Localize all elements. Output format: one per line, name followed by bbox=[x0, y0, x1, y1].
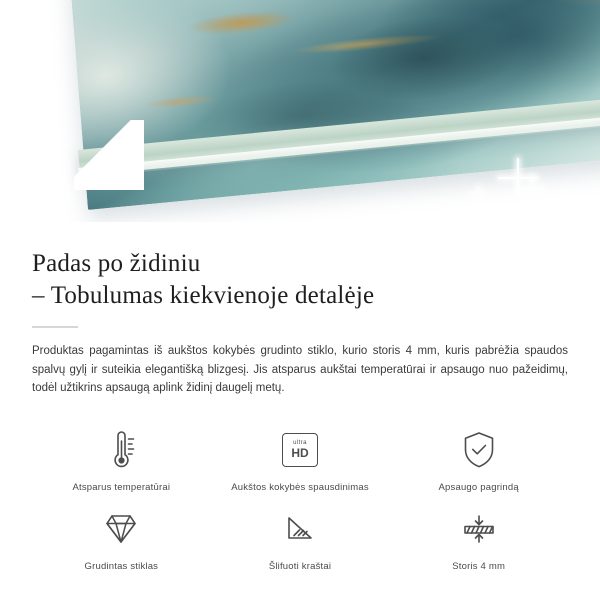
feature-grid bbox=[32, 422, 568, 572]
ultra-hd-badge-bottom: HD bbox=[291, 446, 309, 460]
sparkle-icon bbox=[470, 186, 486, 202]
feature-item-polished-edges bbox=[211, 501, 390, 572]
polished-edges-icon bbox=[279, 507, 321, 551]
feature-item-thickness bbox=[389, 501, 568, 572]
feature-item-temperature-resistant bbox=[32, 422, 211, 493]
glass-panel-corner-mask bbox=[74, 120, 144, 190]
feature-label: Grudintas stiklas bbox=[84, 560, 159, 572]
feature-label: Storis 4 mm bbox=[452, 560, 506, 572]
page-title-line-2: – Tobulumas kiekvienoje detalėje bbox=[32, 282, 375, 309]
feature-label: Aukštos kokybės spausdinimas bbox=[231, 481, 369, 493]
title-divider bbox=[32, 326, 78, 328]
feature-item-print-quality bbox=[211, 422, 390, 493]
ultra-hd-badge-top: ultra bbox=[293, 440, 307, 446]
feature-item-surface-protection bbox=[389, 422, 568, 493]
thermometer-icon bbox=[101, 428, 141, 472]
description-paragraph: Produktas pagamintas iš aukštos kokybės grudinto stiklo, kurio storis 4 mm, kuris pabrėžia spaudos spalvų gylį ir suteikia elegantišką blizgesį. Jis atsparus aukštai temperatūrai ir apsaugo nuo pažeidimų, todėl užtikrins apsaugą aplink židinį daugelį metų. bbox=[32, 345, 568, 394]
ultra-hd-icon bbox=[282, 428, 318, 472]
page-title bbox=[32, 248, 568, 312]
sparkle-icon bbox=[520, 176, 544, 200]
feature-item-tempered-glass bbox=[32, 501, 211, 572]
hero-image-inner bbox=[0, 0, 600, 222]
feature-label: Apsaugo pagrindą bbox=[438, 481, 519, 493]
content-block bbox=[0, 222, 600, 572]
shield-check-icon bbox=[460, 428, 498, 472]
hero-image bbox=[0, 0, 600, 222]
feature-label: Šlifuoti kraštai bbox=[268, 560, 332, 572]
diamond-icon bbox=[99, 507, 143, 551]
feature-label: Atsparus temperatūrai bbox=[72, 481, 171, 493]
page-title-line-1: Padas po židiniu bbox=[32, 250, 201, 277]
thickness-icon bbox=[457, 507, 501, 551]
